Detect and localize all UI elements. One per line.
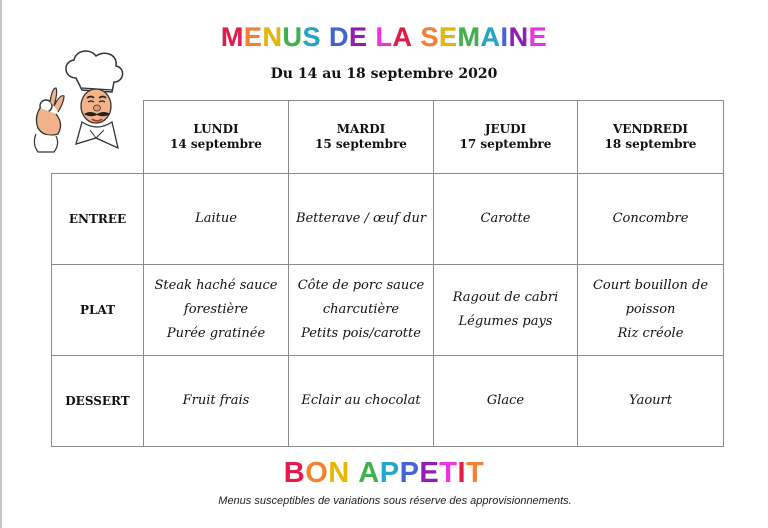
dish-line: Carotte: [480, 211, 531, 226]
dish-line: Laitue: [195, 211, 237, 226]
column-header-mardi: [289, 101, 434, 174]
day-name: LUNDI: [193, 122, 239, 136]
week-date-range: Du 14 au 18 septembre 2020: [270, 66, 498, 82]
table-row-dessert: [52, 356, 724, 447]
dish-line: Steak haché sauce: [154, 278, 278, 293]
column-header-lundi: [144, 101, 289, 174]
menu-cell: [434, 174, 578, 265]
menu-cell: [578, 174, 724, 265]
dish-line: Petits pois/carotte: [301, 326, 421, 341]
weekly-menu-table: [51, 100, 724, 447]
menu-cell: [289, 356, 434, 447]
dish-line: Yaourt: [629, 393, 672, 408]
day-date: 18 septembre: [604, 137, 697, 151]
menu-cell: [289, 174, 434, 265]
menu-cell: [578, 356, 724, 447]
disclaimer-note: Menus susceptibles de variations sous réserve des approvisionnements.: [218, 495, 572, 507]
menu-cell: [434, 356, 578, 447]
page-title: MENUS DE LA SEMAINE: [220, 22, 548, 52]
dish-line: Eclair au chocolat: [301, 393, 421, 408]
menu-cell: [578, 265, 724, 356]
menu-cell: [434, 265, 578, 356]
table-row-entree: [52, 174, 724, 265]
menu-cell: [289, 265, 434, 356]
dish-line: Fruit frais: [182, 393, 250, 408]
row-label: PLAT: [52, 265, 144, 356]
menu-cell: [144, 356, 289, 447]
menu-cell: [144, 265, 289, 356]
dish-line: Riz créole: [617, 326, 684, 341]
table-row-plat: [52, 265, 724, 356]
dish-line: Côte de porc sauce: [297, 278, 425, 293]
dish-line: Court bouillon de: [592, 278, 709, 293]
dish-line: Betterave / œuf dur: [295, 211, 427, 226]
dish-line: Glace: [486, 393, 525, 408]
dish-line: Concombre: [612, 211, 689, 226]
day-name: MARDI: [336, 122, 386, 136]
bon-appetit-banner: BON APPETIT: [283, 457, 485, 489]
day-name: VENDREDI: [613, 122, 688, 136]
dish-line: charcutière: [322, 302, 400, 317]
day-date: 17 septembre: [459, 137, 552, 151]
corner-cell: [52, 101, 144, 174]
dish-line: Ragout de cabri: [452, 290, 559, 305]
day-date: 15 septembre: [315, 137, 407, 151]
day-date: 14 septembre: [170, 137, 262, 151]
day-name: JEUDI: [484, 122, 527, 136]
dish-line: Légumes pays: [458, 314, 553, 329]
row-label: DESSERT: [52, 356, 144, 447]
column-header-vendredi: [578, 101, 724, 174]
column-header-jeudi: [434, 101, 578, 174]
dish-line: Purée gratinée: [166, 326, 266, 341]
row-label: ENTREE: [52, 174, 144, 265]
dish-line: poisson: [625, 302, 676, 317]
menu-cell: [144, 174, 289, 265]
dish-line: forestière: [183, 302, 249, 317]
